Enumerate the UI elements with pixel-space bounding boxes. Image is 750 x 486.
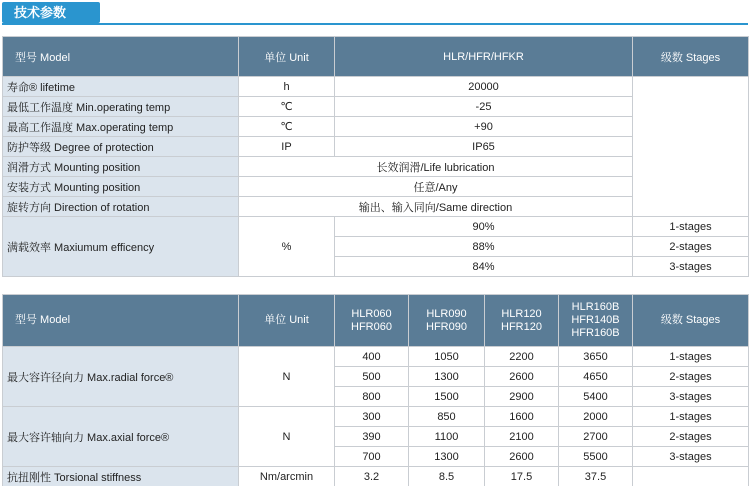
row-unit: IP — [239, 137, 335, 157]
col-header-model-3 — [485, 295, 559, 347]
row-unit: h — [239, 77, 335, 97]
stage-label: 3-stages — [633, 447, 749, 467]
value-cell: 1050 — [409, 347, 485, 367]
table-row — [3, 217, 749, 237]
value-cell: 2000 — [559, 407, 633, 427]
value-cell: 1300 — [409, 447, 485, 467]
radial-force-unit: N — [239, 347, 335, 407]
section-title: 技术参数 — [2, 2, 100, 23]
torsional-stiffness-label: 抗扭刚性 Torsional stiffness — [3, 467, 239, 486]
value-cell: 1300 — [409, 367, 485, 387]
value-cell: 5400 — [559, 387, 633, 407]
value-cell: 1500 — [409, 387, 485, 407]
force-spec-table — [2, 294, 749, 486]
axial-force-label: 最大容许轴向力 Max.axial force® — [3, 407, 239, 467]
value-cell: 37.5 — [559, 467, 633, 486]
torsional-stiffness-unit: Nm/arcmin — [239, 467, 335, 486]
row-value: +90 — [335, 117, 633, 137]
stage-label: 2-stages — [633, 367, 749, 387]
model-name: HLR160B — [571, 301, 620, 313]
efficiency-unit: % — [239, 217, 335, 277]
col-header-series: HLR/HFR/HFKR — [335, 37, 633, 77]
model-name: HFR120 — [501, 320, 542, 333]
col-header-stages: 级数 Stages — [633, 37, 749, 77]
model-name: HFR140B — [571, 314, 620, 326]
row-value: 输出、输入同向/Same direction — [239, 197, 633, 217]
row-value: 任意/Any — [239, 177, 633, 197]
col-header-unit: 单位 Unit — [239, 295, 335, 347]
value-cell: 3650 — [559, 347, 633, 367]
stage-label: 3-stages — [633, 387, 749, 407]
value-cell: 390 — [335, 427, 409, 447]
efficiency-value: 84% — [335, 257, 633, 277]
value-cell: 400 — [335, 347, 409, 367]
model-name: HLR120 — [501, 307, 542, 320]
col-header-model-1 — [335, 295, 409, 347]
value-cell: 2200 — [485, 347, 559, 367]
value-cell: 800 — [335, 387, 409, 407]
row-label: 最低工作温度 Min.operating temp — [3, 97, 239, 117]
row-label: 寿命® lifetime — [3, 77, 239, 97]
stage-label: 2-stages — [633, 237, 749, 257]
row-label: 防护等级 Degree of protection — [3, 137, 239, 157]
row-value: 长效润滑/Life lubrication — [239, 157, 633, 177]
model-name: HLR090 — [426, 307, 467, 320]
table-row — [3, 347, 749, 367]
stage-label: 3-stages — [633, 257, 749, 277]
value-cell: 4650 — [559, 367, 633, 387]
value-cell: 700 — [335, 447, 409, 467]
value-cell: 2900 — [485, 387, 559, 407]
model-name: HFR060 — [351, 320, 392, 333]
row-unit: ℃ — [239, 117, 335, 137]
value-cell: 17.5 — [485, 467, 559, 486]
table-header-row — [3, 37, 749, 77]
row-label: 旋转方向 Direction of rotation — [3, 197, 239, 217]
model-name: HFR090 — [426, 320, 467, 333]
value-cell: 2700 — [559, 427, 633, 447]
value-cell: 2100 — [485, 427, 559, 447]
row-value: -25 — [335, 97, 633, 117]
value-cell: 500 — [335, 367, 409, 387]
value-cell: 3.2 — [335, 467, 409, 486]
model-name: HLR060 — [351, 307, 392, 320]
stage-label: 1-stages — [633, 347, 749, 367]
stage-label: 1-stages — [633, 407, 749, 427]
axial-force-unit: N — [239, 407, 335, 467]
stage-label: 1-stages — [633, 217, 749, 237]
table-row — [3, 467, 749, 486]
col-header-unit: 单位 Unit — [239, 37, 335, 77]
col-header-model: 型号 Model — [3, 295, 239, 347]
col-header-model: 型号 Model — [3, 37, 239, 77]
value-cell: 300 — [335, 407, 409, 427]
col-header-model-2 — [409, 295, 485, 347]
stage-label: 2-stages — [633, 427, 749, 447]
row-value: IP65 — [335, 137, 633, 157]
value-cell: 5500 — [559, 447, 633, 467]
stages-blank-cell — [633, 77, 749, 217]
value-cell: 8.5 — [409, 467, 485, 486]
col-header-model-4 — [559, 295, 633, 347]
general-spec-table — [2, 36, 749, 277]
row-label: 最高工作温度 Max.operating temp — [3, 117, 239, 137]
value-cell: 2600 — [485, 447, 559, 467]
radial-force-label: 最大容许径向力 Max.radial force® — [3, 347, 239, 407]
value-cell: 1100 — [409, 427, 485, 447]
efficiency-value: 90% — [335, 217, 633, 237]
row-label: 安装方式 Mounting position — [3, 177, 239, 197]
section-divider — [2, 23, 748, 25]
value-cell: 1600 — [485, 407, 559, 427]
efficiency-label: 满载效率 Maxiumum efficency — [3, 217, 239, 277]
table-row — [3, 77, 749, 97]
model-name: HFR160B — [571, 327, 620, 339]
row-unit: ℃ — [239, 97, 335, 117]
value-cell: 850 — [409, 407, 485, 427]
stages-blank-cell — [633, 467, 749, 486]
efficiency-value: 88% — [335, 237, 633, 257]
table-row — [3, 407, 749, 427]
row-label: 润滑方式 Mounting position — [3, 157, 239, 177]
col-header-stages: 级数 Stages — [633, 295, 749, 347]
value-cell: 2600 — [485, 367, 559, 387]
table-header-row — [3, 295, 749, 347]
row-value: 20000 — [335, 77, 633, 97]
